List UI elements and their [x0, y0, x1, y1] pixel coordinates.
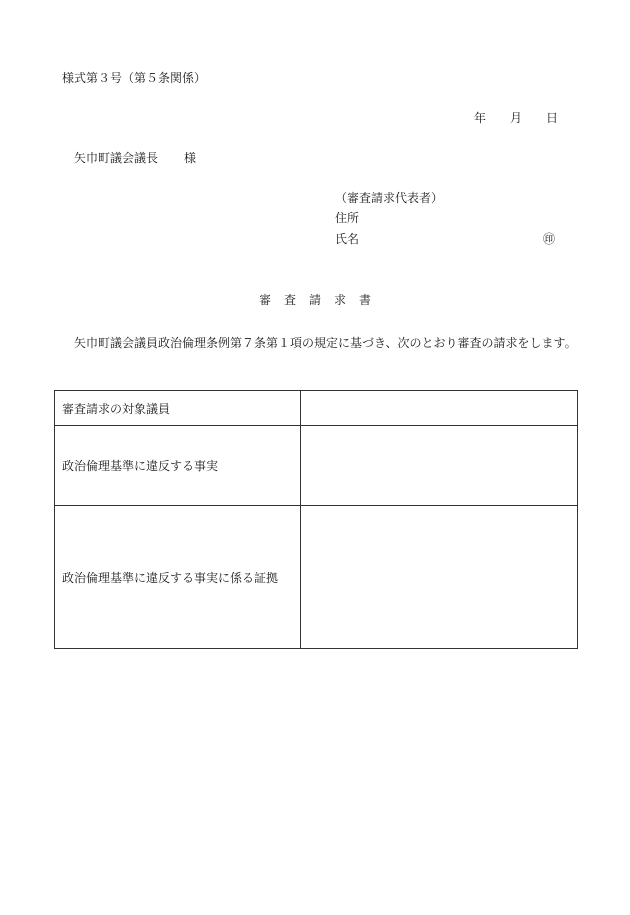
addressee-line — [74, 150, 196, 166]
row-label-evidence: 政治倫理基準に違反する事実に係る証拠 — [55, 506, 301, 649]
table-row — [55, 391, 578, 426]
date-line — [474, 110, 558, 126]
form-number: 様式第３号（第５条関係） — [62, 71, 207, 85]
row-value-violation-facts — [301, 426, 578, 506]
date-month-label: 月 — [510, 111, 523, 125]
address-label: 住所 — [335, 211, 360, 225]
date-day-label: 日 — [546, 111, 559, 125]
seal-icon: ㊞ — [543, 232, 556, 246]
row-value-target-member — [301, 391, 578, 426]
date-year-label: 年 — [474, 111, 487, 125]
request-details-table — [54, 390, 578, 649]
row-label-target-member: 審査請求の対象議員 — [55, 391, 301, 426]
table-row — [55, 426, 578, 506]
row-value-evidence — [301, 506, 578, 649]
addressee-name: 矢巾町議会議長 — [74, 151, 159, 165]
table-row — [55, 506, 578, 649]
representative-label: （審査請求代表者） — [335, 191, 444, 205]
document-title: 審査請求書 — [258, 293, 384, 307]
row-label-violation-facts: 政治倫理基準に違反する事実 — [55, 426, 301, 506]
addressee-honorific: 様 — [184, 151, 197, 165]
request-body-text: 矢巾町議会議員政治倫理条例第７条第１項の規定に基づき、次のとおり審査の請求をします。 — [74, 336, 577, 350]
name-label: 氏名 — [335, 232, 360, 246]
